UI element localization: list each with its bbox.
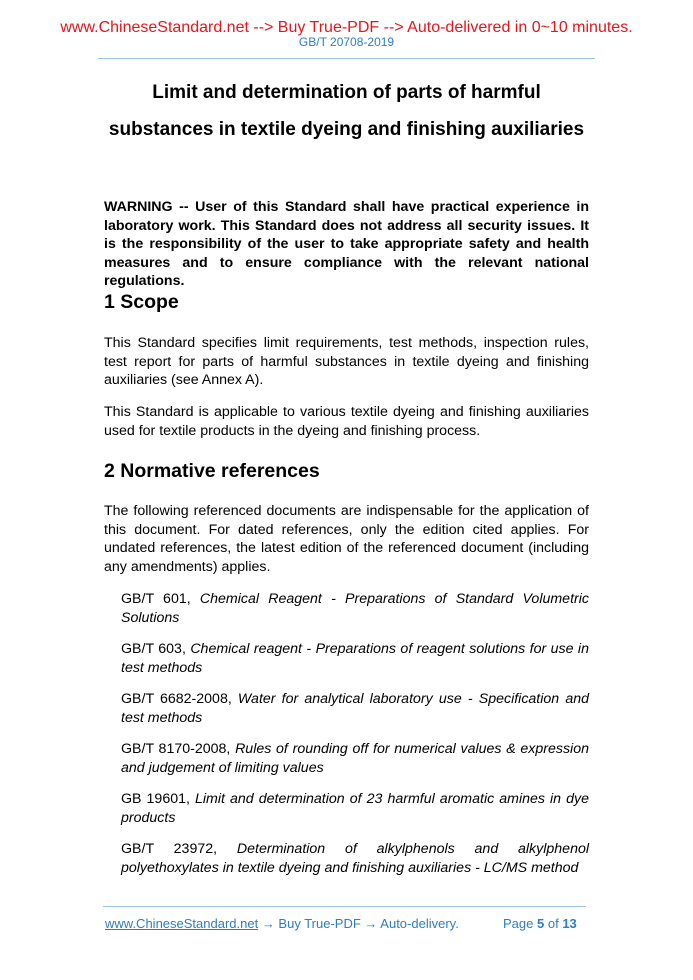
- promo-banner: www.ChineseStandard.net --> Buy True-PDF --> Auto-delivered in 0~10 minutes.: [60, 19, 633, 36]
- section-heading-normative-references: 2 Normative references: [104, 460, 320, 482]
- footer-site-link[interactable]: www.ChineseStandard.net: [105, 916, 259, 931]
- footer-divider: [103, 906, 586, 907]
- reference-item: GB/T 6682-2008, Water for analytical laboratory use - Specification and test methods: [121, 691, 589, 726]
- references-intro-paragraph: The following referenced documents are indispensable for the application of this document. For dated references, only the edition cited applies. For undated references, the latest edition of the referenced document (including any amendments) applies.: [104, 503, 589, 575]
- warning-paragraph: WARNING -- User of this Standard shall have practical experience in laboratory work. This Standard does not address all security issues. It is the responsibility of the user to take appropriate safety and health measures and to ensure compliance with the relevant national regulations.: [104, 199, 589, 290]
- page-current: 5: [537, 916, 545, 931]
- reference-item: GB 19601, Limit and determination of 23 harmful aromatic amines in dye products: [121, 791, 589, 826]
- section-heading-scope: 1 Scope: [104, 291, 179, 313]
- reference-item: GB/T 601, Chemical Reagent - Preparations of Standard Volumetric Solutions: [121, 591, 589, 626]
- document-title-line-1: Limit and determination of parts of harmful: [152, 82, 541, 103]
- footer-promo: [105, 916, 459, 932]
- header-divider: [98, 58, 595, 59]
- scope-paragraph-2: This Standard is applicable to various textile dyeing and finishing auxiliaries used for textile products in the dyeing and finishing process.: [104, 404, 589, 439]
- standard-number: GB/T 20708-2019: [298, 35, 395, 49]
- document-title-line-2: substances in textile dyeing and finishing auxiliaries: [108, 119, 585, 140]
- reference-item: GB/T 603, Chemical reagent - Preparations of reagent solutions for use in test methods: [121, 641, 589, 676]
- reference-item: GB/T 8170-2008, Rules of rounding off for numerical values & expression and judgement of limiting values: [121, 741, 589, 776]
- scope-paragraph-1: This Standard specifies limit requirements, test methods, inspection rules, test report for parts of harmful substances in textile dyeing and finishing auxiliaries (see Annex A).: [104, 335, 589, 389]
- page-total: 13: [562, 916, 577, 931]
- footer-tagline: → Buy True-PDF → Auto-delivery.: [258, 916, 459, 931]
- page-indicator: Page 5 of 13: [503, 916, 577, 931]
- reference-item: GB/T 23972, Determination of alkylphenols and alkylphenol polyethoxylates in textile dyeing and finishing auxiliaries - LC/MS method: [121, 841, 589, 876]
